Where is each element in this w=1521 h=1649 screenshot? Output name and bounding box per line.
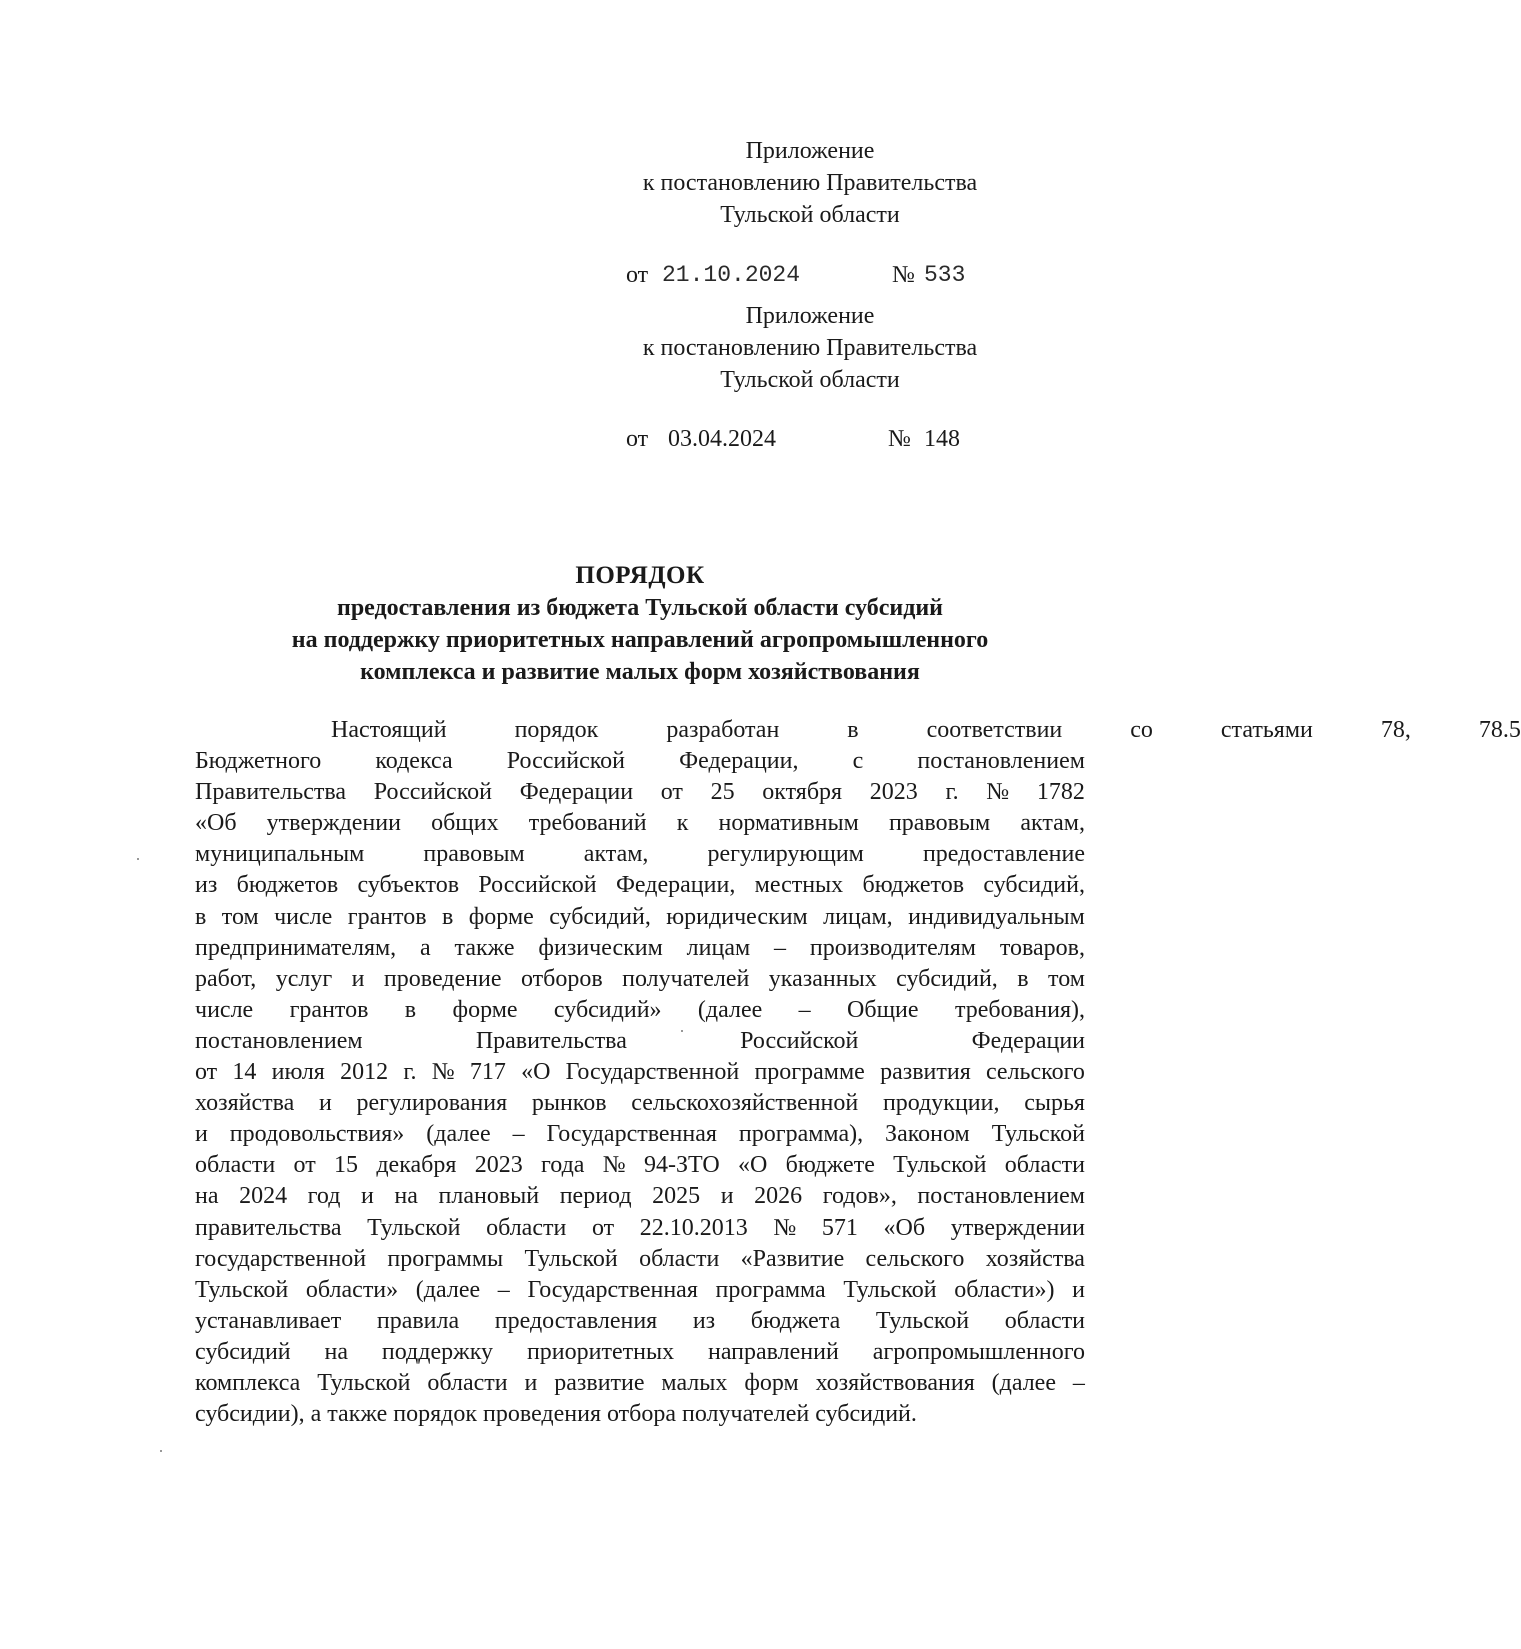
body-line: на 2024 год и на плановый период 2025 и 2026 годов», постановлением <box>195 1183 1085 1210</box>
body-line: предпринимателям, а также физическим лицам – производителям товаров, <box>195 934 1085 961</box>
body-line: числе грантов в форме субсидий» (далее – Общие требования), <box>195 996 1085 1023</box>
decree-date: 21.10.2024 <box>662 262 801 288</box>
title-main: ПОРЯДОК <box>575 562 705 589</box>
decree-date-row-current <box>626 259 1026 291</box>
body-line: в том числе грантов в форме субсидий, юридическим лицам, индивидуальным <box>195 903 1085 930</box>
decree-date-row-previous <box>626 423 1026 455</box>
body-line: Правительства Российской Федерации от 25 октября 2023 г. № 1782 <box>195 779 1085 806</box>
body-line: устанавливает правила предоставления из бюджета Тульской области <box>195 1307 1085 1334</box>
scan-speck <box>681 1030 683 1032</box>
appendix-header-previous <box>600 300 1020 396</box>
appendix-label: Приложение <box>745 303 875 329</box>
body-line: хозяйства и регулирования рынков сельскохозяйственной продукции, сырья <box>195 1090 1085 1117</box>
number-sign: № <box>892 262 915 288</box>
date-prefix: от <box>626 262 649 288</box>
body-line: постановлением Правительства Российской Федерации <box>195 1027 1085 1054</box>
decree-number: 533 <box>924 262 966 288</box>
appendix-region: Тульской области <box>720 202 900 228</box>
body-line: Тульской области» (далее – Государственная программа Тульской области») и <box>195 1276 1085 1303</box>
title-line: предоставления из бюджета Тульской области субсидий <box>337 595 943 621</box>
body-line: Настоящий порядок разработан в соответствии со статьями 78, 78.5 <box>331 717 1521 743</box>
appendix-region: Тульской области <box>720 367 900 393</box>
body-line: субсидий на поддержку приоритетных направлений агропромышленного <box>195 1338 1085 1365</box>
decree-number: 148 <box>924 426 960 452</box>
title-line: на поддержку приоритетных направлений агропромышленного <box>291 627 989 653</box>
body-paragraph <box>195 715 1521 1430</box>
body-line: и продовольствия» (далее – Государственная программа), Законом Тульской <box>195 1121 1085 1148</box>
appendix-header-current <box>600 135 1020 231</box>
scan-speck <box>137 858 139 860</box>
body-line: «Об утверждении общих требований к нормативным правовым актам, <box>195 810 1085 837</box>
number-sign: № <box>888 426 911 452</box>
appendix-decree-ref: к постановлению Правительства <box>642 170 978 196</box>
body-line: работ, услуг и проведение отборов получателей указанных субсидий, в том <box>195 965 1085 992</box>
body-line: из бюджетов субъектов Российской Федерации, местных бюджетов субсидий, <box>195 872 1085 899</box>
body-line: правительства Тульской области от 22.10.2013 № 571 «Об утверждении <box>195 1214 1085 1241</box>
body-line: муниципальным правовым актам, регулирующим предоставление <box>195 841 1085 868</box>
body-line: области от 15 декабря 2023 года № 94-ЗТО «О бюджете Тульской области <box>195 1152 1085 1179</box>
body-line: от 14 июля 2012 г. № 717 «О Государственной программе развития сельского <box>195 1059 1085 1086</box>
scan-speck <box>160 1450 162 1452</box>
body-line: комплекса Тульской области и развитие малых форм хозяйствования (далее – <box>195 1369 1085 1396</box>
date-prefix: от <box>626 426 649 452</box>
body-line: государственной программы Тульской области «Развитие сельского хозяйства <box>195 1245 1085 1272</box>
title-line: комплекса и развитие малых форм хозяйствования <box>360 659 920 685</box>
appendix-label: Приложение <box>745 138 875 164</box>
decree-date: 03.04.2024 <box>668 426 776 452</box>
document-title <box>195 560 1085 688</box>
appendix-decree-ref: к постановлению Правительства <box>642 335 978 361</box>
body-line: Бюджетного кодекса Российской Федерации, с постановлением <box>195 748 1085 775</box>
body-line: субсидии), а также порядок проведения отбора получателей субсидий. <box>195 1401 917 1428</box>
